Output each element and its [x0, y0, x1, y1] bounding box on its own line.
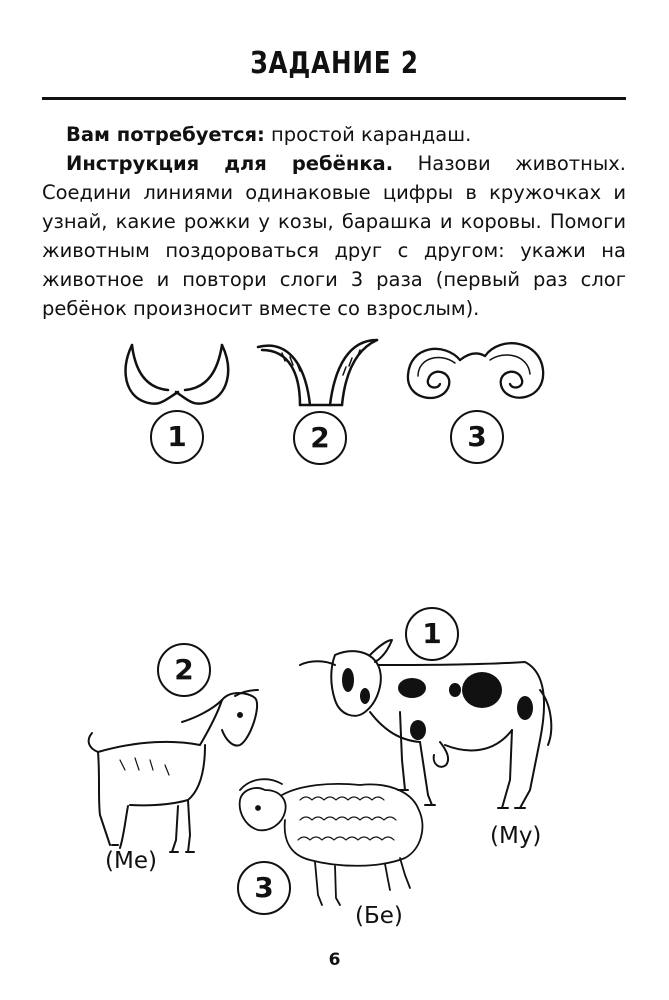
- page-number: 6: [328, 950, 341, 970]
- goat-sound-label: (Ме): [105, 848, 157, 874]
- instruction-text: Назови животных. Соедини линиями одинаковые цифры в кружочках и узнай, какие рожки у козы, барашка и коровы. Помоги животным поздороваться друг с другом: укажи на животное и повтори слоги 3 раза (первый раз слог ребёнок произносит вместе со взрослым).: [42, 152, 627, 320]
- cow-sound-label: (Му): [490, 823, 542, 849]
- materials-label: Вам потребуется:: [66, 123, 265, 146]
- horn-number-circle-1: 1: [150, 410, 204, 464]
- goat-illustration: [89, 690, 258, 852]
- cow-number-circle: 1: [405, 607, 459, 661]
- instruction-label: Инструкция для ребёнка.: [66, 152, 394, 175]
- horn-number-circle-2: 2: [293, 411, 347, 465]
- cow-illustration: [300, 640, 551, 808]
- ram-horns-icon: [408, 343, 543, 398]
- goat-horns-icon: [258, 340, 377, 405]
- horn-number-circle-3: 3: [450, 410, 504, 464]
- sheep-number-circle: 3: [237, 861, 291, 915]
- materials-value: простой карандаш.: [271, 123, 472, 146]
- page-title: ЗАДАНИЕ 2: [250, 46, 419, 81]
- sheep-sound-label: (Бе): [355, 903, 403, 929]
- goat-number-circle: 2: [157, 643, 211, 697]
- cow-horns-icon: [126, 345, 229, 404]
